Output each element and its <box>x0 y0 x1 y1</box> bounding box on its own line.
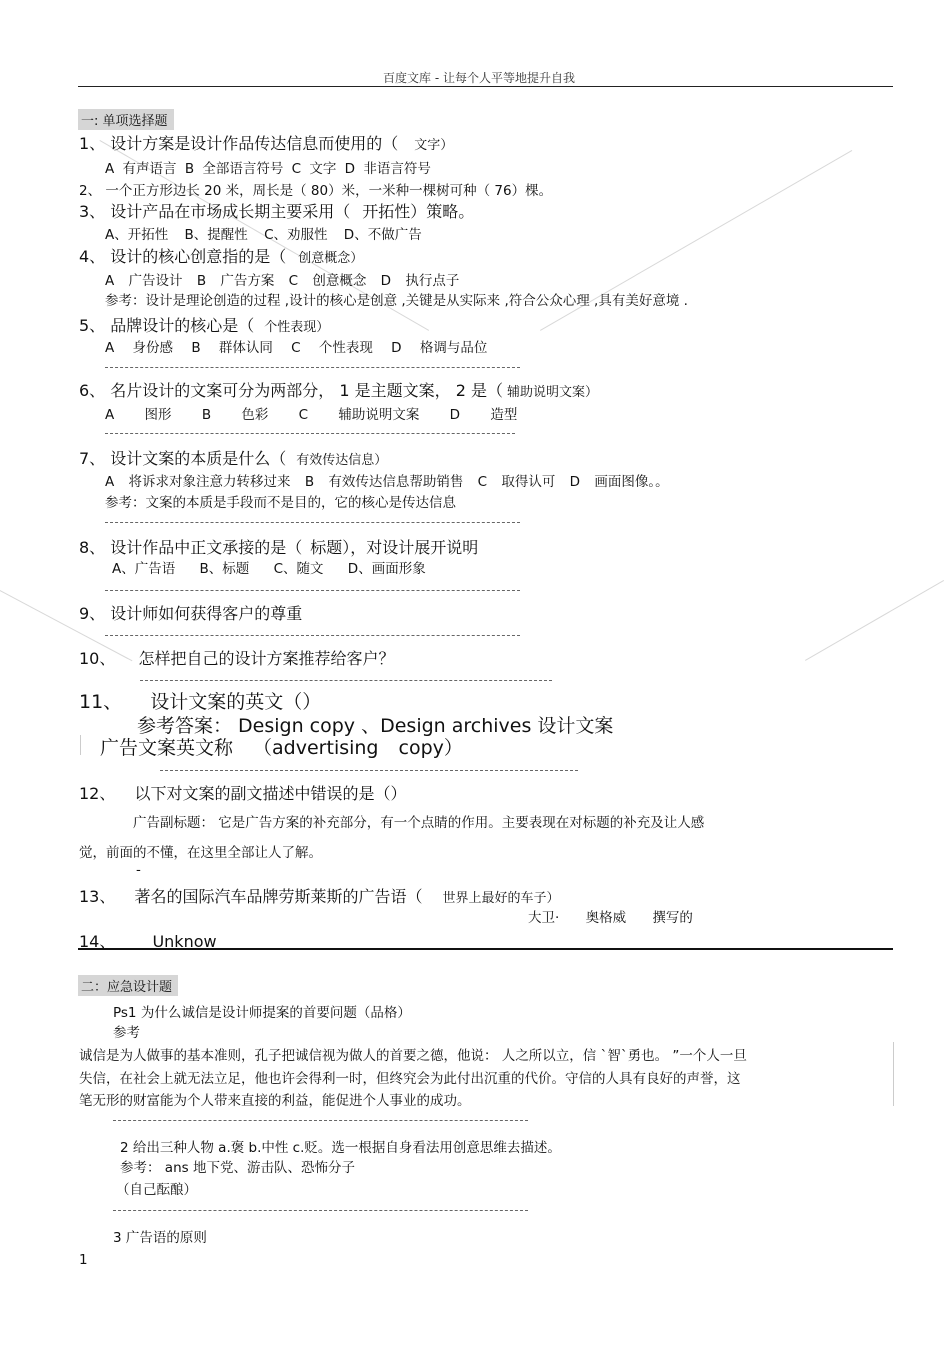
question-14: 14、 Unknow <box>79 932 217 951</box>
question-4-options: A 广告设计 B 广告方案 C 创意概念 D 执行点子 <box>105 273 460 289</box>
question-11-reference-2: 广告文案英文称 （advertising copy） <box>100 737 463 759</box>
page-header: 百度文库 - 让每个人平等地提升自我 <box>383 71 575 85</box>
question-8-label: 8、 设计作品中正文承接的是（ <box>79 538 303 557</box>
ps1-question: Ps1 为什么诚信是设计师提案的首要问题（品格） <box>113 1005 411 1021</box>
question-7-answer: 有效传达信息） <box>296 453 388 468</box>
question-10: 10、 怎样把自己的设计方案推荐给客户？ <box>79 649 395 668</box>
stray-mark: - <box>136 862 141 878</box>
question-6 <box>79 378 598 401</box>
question-8-options: A、广告语 B、标题 C、随文 D、画面形象 <box>112 561 426 577</box>
question-11-reference: 参考答案： Design copy 、Design archives 设计文案 <box>137 715 614 737</box>
divider <box>105 590 520 591</box>
question-13-label: 13、 著名的国际汽车品牌劳斯莱斯的广告语（ <box>79 887 423 906</box>
margin-mark <box>893 1042 894 1106</box>
ps1-paragraph-1: 诚信是为人做事的基本准则，孔子把诚信视为做人的首要之德，他说： 人之所以立，信 `智`勇也。 ”一个人一旦 <box>79 1048 747 1064</box>
divider <box>160 770 578 771</box>
question-8-answer: 标题），对设计展开说明 <box>310 538 479 557</box>
question-13 <box>79 884 559 907</box>
question-3-options: A、开拓性 B、提醒性 C、劝服性 D、不做广告 <box>105 227 422 243</box>
divider <box>140 680 552 681</box>
question-6-options: A 图形 B 色彩 C 辅助说明文案 D 造型 <box>105 407 518 423</box>
question-5-options: A 身份感 B 群体认同 C 个性表现 D 格调与品位 <box>105 340 488 356</box>
ps3-question: 3 广告语的原则 <box>113 1230 207 1246</box>
divider <box>113 1120 528 1121</box>
question-4-answer: 创意概念） <box>298 251 364 266</box>
question-6-answer: 辅助说明文案） <box>506 385 598 400</box>
page-number: 1 <box>79 1252 88 1268</box>
question-4 <box>79 244 363 267</box>
question-6-label: 6、 名片设计的文案可分为两部分， 1 是主题文案， 2 是（ <box>79 381 503 400</box>
divider <box>105 367 520 368</box>
header-rule <box>78 86 893 87</box>
divider <box>113 1210 528 1211</box>
background-diagonal-2 <box>805 580 944 661</box>
ps1-reference-label: 参考 <box>113 1025 140 1041</box>
question-1 <box>79 131 453 154</box>
question-4-reference: 参考：设计是理论创造的过程 ,设计的核心是创意 ,关键是从实际来 ,符合公众心理 ,具有美好意境 . <box>105 293 688 309</box>
question-1-answer: 文字） <box>414 138 454 153</box>
question-5-answer: 个性表现） <box>264 320 330 335</box>
question-7-reference: 参考：文案的本质是手段而不是目的，它的核心是传达信息 <box>105 495 456 511</box>
ps1-paragraph-3: 笔无形的财富能为个人带来直接的利益，能促进个人事业的成功。 <box>79 1093 471 1109</box>
question-3-label: 3、 设计产品在市场成长期主要采用（ <box>79 202 351 221</box>
question-3-answer: 开拓性）策略。 <box>362 202 475 221</box>
question-7-label: 7、 设计文案的本质是什么（ <box>79 449 287 468</box>
question-2: 2、 一个正方形边长 20 米，周长是（ 80）米，一米种一棵树可种（ 76）棵。 <box>79 183 553 199</box>
question-13-answer: 世界上最好的车子） <box>442 891 560 906</box>
question-9: 9、 设计师如何获得客户的尊重 <box>79 604 303 623</box>
question-7 <box>79 446 387 469</box>
question-5 <box>79 313 329 336</box>
section-title-emergency-design: 二：应急设计题 <box>78 975 178 996</box>
question-4-label: 4、 设计的核心创意指的是（ <box>79 247 287 266</box>
question-12-paragraph-1: 广告副标题： 它是广告方案的补充部分，有一个点睛的作用。主要表现在对标题的补充及让人感 <box>133 815 705 831</box>
question-7-options: A 将诉求对象注意力转移过来 B 有效传达信息帮助销售 C 取得认可 D 画面图像。。 <box>105 474 669 490</box>
ps2-question: 2 给出三种人物 a.褒 b.中性 c.贬。选一根据自身看法用创意思维去描述。 <box>120 1140 561 1156</box>
section-title-single-choice: 一: 单项选择题 <box>78 109 174 130</box>
divider <box>105 635 520 636</box>
question-8 <box>79 535 478 558</box>
ps2-reference: 参考： ans 地下党、游击队、恐怖分子 <box>120 1160 355 1176</box>
question-5-label: 5、 品牌设计的核心是（ <box>79 316 255 335</box>
section-rule <box>78 948 893 950</box>
question-1-options: A 有声语言 B 全部语言符号 C 文字 D 非语言符号 <box>105 161 431 177</box>
question-12-paragraph-2: 觉，前面的不懂，在这里全部让人了解。 <box>79 845 322 861</box>
divider <box>105 522 520 523</box>
question-13-author: 大卫· 奥格威 撰写的 <box>528 910 693 926</box>
ps2-note: （自己酝酿） <box>116 1182 197 1198</box>
question-11: 11、 设计文案的英文（） <box>79 691 322 713</box>
divider <box>105 433 515 434</box>
question-3 <box>79 199 474 222</box>
margin-mark <box>80 735 81 755</box>
ps1-paragraph-2: 失信，在社会上就无法立足，他也许会得利一时，但终究会为此付出沉重的代价。守信的人具有良好的声誉，这 <box>79 1071 741 1087</box>
question-12: 12、 以下对文案的副文描述中错误的是（） <box>79 784 407 803</box>
question-1-label: 1、 设计方案是设计作品传达信息而使用的（ <box>79 134 399 153</box>
